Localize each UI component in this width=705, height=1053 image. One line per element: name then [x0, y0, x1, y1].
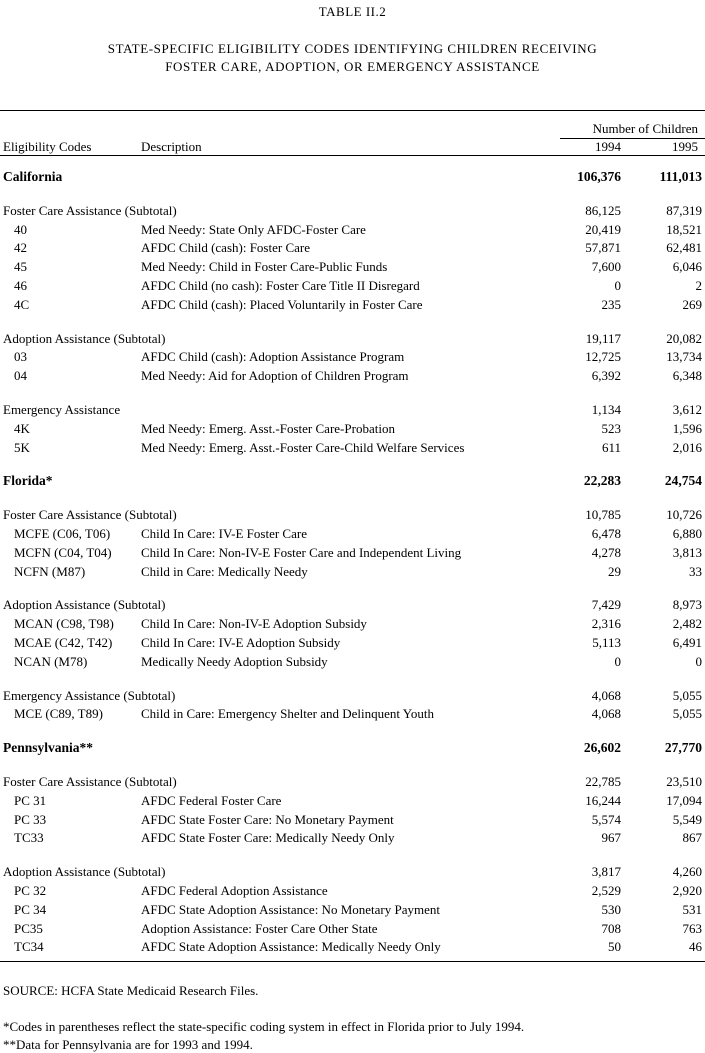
count-1995: 2,482 — [672, 616, 702, 632]
description: Child In Care: Non-IV-E Adoption Subsidy — [141, 616, 367, 632]
description: AFDC Child (cash): Adoption Assistance Program — [141, 349, 405, 365]
count-1994: 1,134 — [591, 401, 621, 417]
eligibility-code: MCE (C89, T89) — [14, 706, 103, 722]
table-row — [0, 258, 705, 277]
count-1994: 0 — [614, 277, 621, 293]
count-1995: 6,491 — [672, 634, 702, 650]
count-1994: 10,785 — [585, 507, 621, 523]
subtotal-label: Adoption Assistance (Subtotal) — [3, 864, 166, 880]
count-1994: 967 — [601, 830, 621, 846]
row-spacer — [0, 758, 705, 773]
table-row — [0, 901, 705, 920]
count-1995: 111,013 — [659, 169, 702, 184]
description: AFDC Federal Foster Care — [141, 792, 282, 808]
description: Med Needy: State Only AFDC-Foster Care — [141, 221, 366, 237]
count-1994: 6,478 — [591, 525, 621, 541]
count-1994: 106,376 — [577, 169, 621, 184]
footnote-florida: *Codes in parentheses reflect the state-specific coding system in effect in Florida prior to July 1994. — [3, 1019, 525, 1034]
column-group-header: Number of Children — [592, 121, 698, 136]
table-row — [0, 348, 705, 367]
count-1995: 27,770 — [664, 740, 702, 756]
subtotal-label: Foster Care Assistance (Subtotal) — [3, 202, 177, 218]
subtotal-label: Foster Care Assistance (Subtotal) — [3, 773, 177, 789]
description: Adoption Assistance: Foster Care Other State — [141, 920, 378, 936]
description: AFDC State Adoption Assistance: Medically Needy Only — [141, 939, 441, 955]
table-row — [0, 239, 705, 258]
count-1995: 6,348 — [672, 368, 702, 384]
subtotal-row — [0, 863, 705, 882]
eligibility-code: PC 32 — [14, 882, 47, 898]
subtotal-row — [0, 596, 705, 615]
row-spacer — [0, 724, 705, 739]
description: AFDC State Foster Care: No Monetary Payment — [141, 811, 394, 827]
count-1995: 531 — [682, 901, 702, 917]
count-1994: 611 — [601, 439, 621, 455]
eligibility-code: 4K — [14, 420, 30, 436]
state-row — [0, 472, 705, 491]
table-row — [0, 705, 705, 724]
eligibility-code: 04 — [14, 368, 27, 384]
table-body — [0, 168, 705, 957]
subtotal-label: Emergency Assistance — [3, 401, 121, 417]
eligibility-code: PC 31 — [14, 792, 47, 808]
eligibility-code: MCFE (C06, T06) — [14, 525, 111, 541]
eligibility-code: 45 — [14, 259, 27, 275]
eligibility-code: MCFN (C04, T04) — [14, 544, 112, 560]
eligibility-code: PC 34 — [14, 901, 47, 917]
count-1995: 6,880 — [672, 525, 702, 541]
count-1994: 6,392 — [591, 368, 621, 384]
state-row — [0, 739, 705, 758]
eligibility-code: MCAN (C98, T98) — [14, 616, 114, 632]
description: AFDC Child (cash): Foster Care — [141, 240, 310, 256]
table-row — [0, 277, 705, 296]
count-1994: 19,117 — [585, 330, 621, 346]
table-row — [0, 367, 705, 386]
count-1994: 86,125 — [585, 202, 621, 218]
count-1994: 235 — [601, 296, 621, 312]
table-row — [0, 615, 705, 634]
table-row — [0, 792, 705, 811]
row-spacer — [0, 315, 705, 330]
row-spacer — [0, 187, 705, 202]
count-1994: 0 — [614, 653, 621, 669]
count-1995: 2,920 — [672, 882, 702, 898]
count-1995: 3,612 — [672, 401, 702, 417]
table-row — [0, 563, 705, 582]
count-1994: 530 — [601, 901, 621, 917]
count-1994: 22,283 — [583, 473, 621, 489]
subtotal-label: Adoption Assistance (Subtotal) — [3, 597, 166, 613]
count-1994: 3,817 — [591, 864, 621, 880]
subtotal-label: Emergency Assistance (Subtotal) — [3, 687, 176, 703]
description: Child In Care: IV-E Foster Care — [141, 525, 307, 541]
row-spacer — [0, 386, 705, 401]
count-1995: 5,055 — [672, 706, 702, 722]
eligibility-code: TC33 — [14, 830, 44, 846]
count-1995: 20,082 — [666, 330, 702, 346]
table-title-line-1: STATE-SPECIFIC ELIGIBILITY CODES IDENTIFYING CHILDREN RECEIVING — [107, 41, 598, 56]
eligibility-code: MCAE (C42, T42) — [14, 634, 113, 650]
eligibility-code: TC34 — [14, 939, 44, 955]
count-1995: 33 — [689, 563, 702, 579]
table-row — [0, 938, 705, 957]
source-note: SOURCE: HCFA State Medicaid Research Files. — [3, 983, 259, 998]
description: Med Needy: Aid for Adoption of Children Program — [141, 368, 409, 384]
subtotal-label: Adoption Assistance (Subtotal) — [3, 330, 166, 346]
count-1994: 4,068 — [591, 706, 621, 722]
count-1995: 18,521 — [666, 221, 702, 237]
eligibility-code: 5K — [14, 439, 30, 455]
count-1994: 5,113 — [592, 634, 621, 650]
count-1995: 3,813 — [672, 544, 702, 560]
count-1994: 22,785 — [585, 773, 621, 789]
subtotal-row — [0, 506, 705, 525]
eligibility-code: NCFN (M87) — [14, 563, 86, 579]
count-1994: 12,725 — [585, 349, 621, 365]
count-1995: 763 — [682, 920, 702, 936]
state-name: California — [3, 169, 63, 184]
description: Child In Care: IV-E Adoption Subsidy — [141, 634, 341, 650]
subtotal-row — [0, 330, 705, 349]
table-title — [0, 40, 705, 76]
count-1995: 13,734 — [666, 349, 702, 365]
description: AFDC State Foster Care: Medically Needy Only — [141, 830, 395, 846]
count-1994: 50 — [608, 939, 621, 955]
row-spacer — [0, 457, 705, 472]
table-row — [0, 544, 705, 563]
count-1994: 7,600 — [591, 259, 621, 275]
count-1995: 62,481 — [666, 240, 702, 256]
count-1995: 5,549 — [672, 811, 702, 827]
count-1995: 87,319 — [666, 202, 702, 218]
count-1995: 1,596 — [672, 420, 702, 436]
count-1995: 17,094 — [666, 792, 702, 808]
count-1995: 46 — [689, 939, 702, 955]
state-name: Florida* — [3, 473, 53, 489]
table-row — [0, 439, 705, 458]
count-1995: 867 — [682, 830, 702, 846]
count-1995: 269 — [682, 296, 702, 312]
count-1995: 0 — [695, 653, 702, 669]
eligibility-code: 46 — [14, 277, 27, 293]
description: Child in Care: Emergency Shelter and Delinquent Youth — [141, 706, 434, 722]
table-row — [0, 829, 705, 848]
table-row — [0, 920, 705, 939]
table-row — [0, 420, 705, 439]
column-header-1995: 1995 — [672, 139, 698, 154]
count-1994: 57,871 — [585, 240, 621, 256]
count-1994: 7,429 — [591, 597, 621, 613]
count-1994: 2,529 — [591, 882, 621, 898]
top-rule — [0, 110, 705, 111]
row-spacer — [0, 581, 705, 596]
count-1995: 2,016 — [672, 439, 702, 455]
description: AFDC Child (cash): Placed Voluntarily in Foster Care — [141, 296, 423, 312]
table-row — [0, 811, 705, 830]
eligibility-code: 03 — [14, 349, 27, 365]
count-1995: 10,726 — [666, 507, 702, 523]
description: AFDC Child (no cash): Foster Care Title II Disregard — [141, 277, 420, 293]
count-1994: 26,602 — [583, 740, 621, 756]
count-1995: 23,510 — [666, 773, 702, 789]
description: Medically Needy Adoption Subsidy — [141, 653, 328, 669]
table-row — [0, 296, 705, 315]
table-row — [0, 525, 705, 544]
table-row — [0, 634, 705, 653]
count-1994: 20,419 — [585, 221, 621, 237]
eligibility-code: 42 — [14, 240, 27, 256]
column-header-description: Description — [141, 139, 202, 154]
eligibility-code: 4C — [14, 296, 30, 312]
count-1994: 708 — [601, 920, 621, 936]
count-1994: 523 — [601, 420, 621, 436]
count-1994: 4,278 — [591, 544, 621, 560]
eligibility-code: 40 — [14, 221, 27, 237]
count-1994: 29 — [608, 563, 621, 579]
subtotal-row — [0, 687, 705, 706]
count-1994: 16,244 — [585, 792, 621, 808]
description: Child In Care: Non-IV-E Foster Care and Independent Living — [141, 544, 462, 560]
count-1994: 2,316 — [591, 616, 621, 632]
subtotal-label: Foster Care Assistance (Subtotal) — [3, 507, 177, 523]
count-1994: 4,068 — [591, 687, 621, 703]
table-row — [0, 221, 705, 240]
state-row — [0, 168, 705, 187]
table-title-line-2: FOSTER CARE, ADOPTION, OR EMERGENCY ASSISTANCE — [165, 59, 540, 74]
count-1994: 5,574 — [591, 811, 621, 827]
table-row — [0, 653, 705, 672]
row-spacer — [0, 491, 705, 506]
row-spacer — [0, 672, 705, 687]
count-1995: 4,260 — [672, 864, 702, 880]
eligibility-code: NCAN (M78) — [14, 653, 88, 669]
bottom-rule — [0, 961, 705, 962]
column-header-codes: Eligibility Codes — [3, 139, 92, 154]
row-spacer — [0, 848, 705, 863]
footnote-pennsylvania: **Data for Pennsylvania are for 1993 and 1994. — [3, 1037, 253, 1052]
subtotal-row — [0, 202, 705, 221]
description: AFDC Federal Adoption Assistance — [141, 882, 328, 898]
subtotal-row — [0, 773, 705, 792]
count-1995: 5,055 — [672, 687, 702, 703]
eligibility-code: PC35 — [14, 920, 43, 936]
subtotal-row — [0, 401, 705, 420]
description: Child in Care: Medically Needy — [141, 563, 308, 579]
description: Med Needy: Child in Foster Care-Public Funds — [141, 259, 388, 275]
count-1995: 24,754 — [664, 473, 702, 489]
table-number: TABLE II.2 — [318, 4, 387, 19]
description: Med Needy: Emerg. Asst.-Foster Care-Probation — [141, 420, 395, 436]
state-name: Pennsylvania** — [3, 740, 94, 756]
count-1995: 6,046 — [672, 259, 702, 275]
count-1995: 8,973 — [672, 597, 702, 613]
header-rule — [0, 155, 705, 156]
eligibility-code: PC 33 — [14, 811, 47, 827]
table-row — [0, 882, 705, 901]
column-header-1994: 1994 — [595, 139, 621, 154]
count-1995: 2 — [695, 277, 702, 293]
description: Med Needy: Emerg. Asst.-Foster Care-Child Welfare Services — [141, 439, 465, 455]
description: AFDC State Adoption Assistance: No Monetary Payment — [141, 901, 440, 917]
